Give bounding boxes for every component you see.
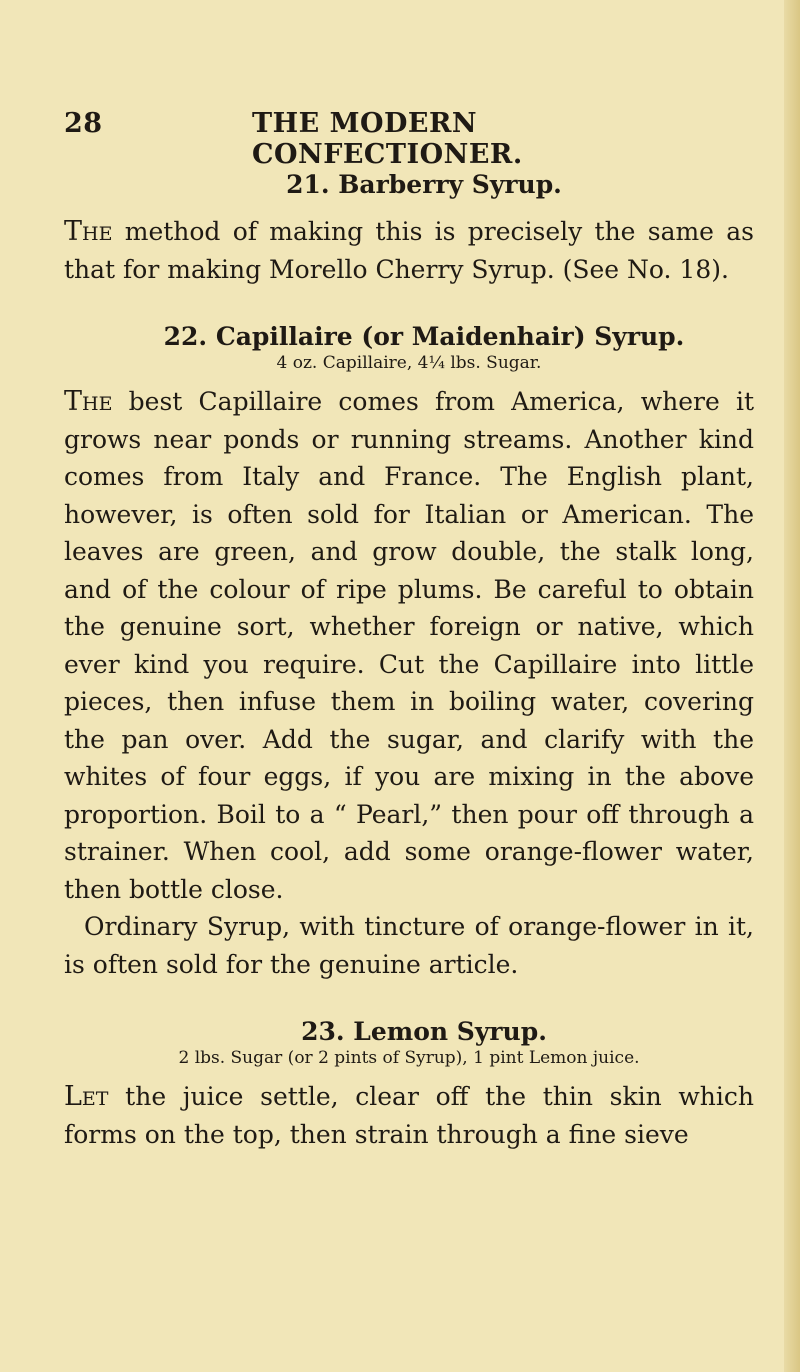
page-body: [64, 170, 754, 1153]
recipe-text-22-note: Ordinary Syrup, with tincture of orange-flower in it, is often sold for the genuine article.: [64, 912, 754, 979]
recipe-heading-23: 23. Lemon Syrup.: [301, 1017, 547, 1046]
recipe-paragraph: the juice settle, clear off the thin skin which forms on the top, then strain through a fine sieve: [64, 1082, 754, 1149]
recipe-text-22: [64, 383, 754, 908]
recipe-paragraph: best Capillaire comes from America, where it grows near ponds or running streams. Another kind comes from Italy and France. The English plant, however, is often sold for Italian or American. The leaves are green, and grow double, the stalk long, and of the colour of ripe plums. Be careful to obtain the genuine sort, whether foreign or native, which ever kind you require. Cut the Capillaire into little pieces, then infuse them in boiling water, covering the pan over. Add the sugar, and clarify with the whites of four eggs, if you are mixing in the above proportion. Boil to a “ Pearl,” then pour off through a strainer. When cool, add some orange-flower water, then bottle close.: [64, 387, 754, 904]
recipe-text-23: [64, 1078, 754, 1153]
ingredients-22: 4 oz. Capillaire, 4¼ lbs. Sugar.: [276, 353, 542, 373]
page-edge: [784, 0, 800, 1372]
recipe-paragraph: method of making this is precisely the same as that for making Morello Cherry Syrup. (See No. 18).: [64, 217, 754, 284]
lead-word: The: [64, 216, 113, 247]
page-number: 28: [64, 108, 103, 139]
recipe-text-21: [64, 213, 754, 288]
ingredients-23: 2 lbs. Sugar (or 2 pints of Syrup), 1 pint Lemon juice.: [178, 1048, 640, 1068]
lead-word: The: [64, 386, 113, 417]
recipe-heading-22: 22. Capillaire (or Maidenhair) Syrup.: [163, 322, 685, 351]
running-title: THE MODERN CONFECTIONER.: [252, 108, 523, 170]
recipe-heading-21: 21. Barberry Syrup.: [286, 170, 562, 199]
lead-word: Let: [64, 1081, 109, 1112]
